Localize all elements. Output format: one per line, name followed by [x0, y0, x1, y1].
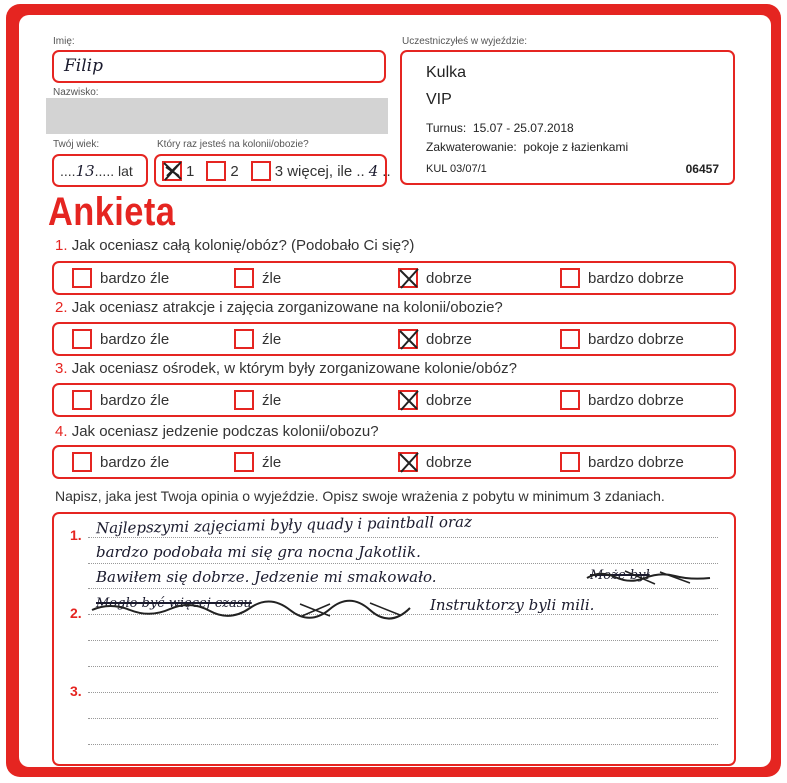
- trip-type: VIP: [426, 91, 452, 108]
- question-number: 2.: [55, 299, 68, 316]
- option-3[interactable]: [398, 390, 472, 410]
- option-label: dobrze: [426, 330, 472, 348]
- essay-number-3: 3.: [70, 683, 82, 699]
- trip-code: KUL 03/07/1: [426, 163, 487, 175]
- option-2[interactable]: [234, 452, 281, 472]
- essay-text-line-1: Najlepszymi zajęciami były quady i paintball oraz: [95, 512, 473, 538]
- term-value: 15.07 - 25.07.2018: [472, 121, 574, 135]
- option-4[interactable]: [560, 390, 684, 410]
- question-4: [55, 423, 379, 440]
- option-label: źle: [262, 269, 282, 287]
- essay-prompt: Napisz, jaka jest Twoja opinia o wyjeździe. Opisz swoje wrażenia z pobytu w minimum 3 zdaniach.: [55, 488, 665, 504]
- essay-text-line-2: bardzo podobała mi się gra nocna Jakotlik.: [96, 543, 421, 561]
- age-suffix: ..... lat: [94, 163, 133, 179]
- question-3: [55, 360, 517, 377]
- question-number: 1.: [55, 237, 68, 254]
- scribble-mark: [90, 598, 420, 620]
- name-field[interactable]: [52, 50, 386, 83]
- age-prefix: ....: [60, 163, 76, 179]
- option-checkbox[interactable]: [398, 268, 418, 288]
- option-checkbox[interactable]: [560, 452, 580, 472]
- option-checkbox[interactable]: [560, 329, 580, 349]
- name-value: Filip: [64, 56, 103, 76]
- option-label: bardzo dobrze: [588, 330, 684, 348]
- survey-title: Ankieta: [48, 190, 176, 234]
- essay-line: [88, 666, 718, 667]
- accommodation-label: Zakwaterowanie:: [426, 140, 517, 154]
- option-checkbox[interactable]: [234, 390, 254, 410]
- age-label: Twój wiek:: [53, 139, 100, 150]
- option-3[interactable]: [398, 329, 472, 349]
- essay-text-line-4: Instruktorzy byli mili.: [430, 596, 595, 614]
- option-1[interactable]: [72, 390, 169, 410]
- essay-number-2: 2.: [70, 605, 82, 621]
- essay-number-1: 1.: [70, 527, 82, 543]
- option-checkbox[interactable]: [234, 452, 254, 472]
- checked-mark-icon: [161, 159, 185, 183]
- participant-label: Uczestniczyłeś w wyjeździe:: [402, 36, 528, 47]
- times-more-value: 4: [368, 162, 379, 180]
- option-1[interactable]: [72, 268, 169, 288]
- option-checkbox[interactable]: [560, 268, 580, 288]
- option-label: dobrze: [426, 453, 472, 471]
- option-checkbox[interactable]: [72, 390, 92, 410]
- question-2: [55, 299, 503, 316]
- option-2[interactable]: [234, 329, 281, 349]
- option-label: bardzo źle: [100, 269, 170, 287]
- option-checkbox[interactable]: [234, 268, 254, 288]
- question-text: Jak oceniasz ośrodek, w którym były zorganizowane kolonie/obóz?: [71, 360, 517, 377]
- option-label: źle: [262, 391, 282, 409]
- option-checkbox[interactable]: [72, 452, 92, 472]
- trip-name: Kulka: [426, 64, 467, 81]
- times-label: Który raz jesteś na kolonii/obozie?: [157, 139, 309, 150]
- essay-line: [88, 537, 718, 538]
- name-label: Imię:: [53, 36, 75, 47]
- essay-line: [88, 640, 718, 641]
- answer-row-3: [52, 383, 736, 417]
- essay-line: [88, 718, 718, 719]
- option-checkbox[interactable]: [234, 329, 254, 349]
- option-label: bardzo źle: [100, 391, 170, 409]
- question-text: Jak oceniasz atrakcje i zajęcia zorganizowane na kolonii/obozie?: [71, 299, 503, 316]
- checked-mark-icon: [397, 327, 421, 351]
- option-4[interactable]: [560, 452, 684, 472]
- checked-mark-icon: [397, 450, 421, 474]
- answer-row-4: [52, 445, 736, 479]
- option-1[interactable]: [72, 452, 169, 472]
- option-checkbox[interactable]: [398, 452, 418, 472]
- question-text: Jak oceniasz jedzenie podczas kolonii/obozu?: [71, 423, 379, 440]
- option-label: bardzo źle: [100, 453, 170, 471]
- question-text: Jak oceniasz całą kolonię/obóz? (Podobało Ci się?): [71, 237, 415, 254]
- option-3[interactable]: [398, 268, 472, 288]
- option-4[interactable]: [560, 329, 684, 349]
- term-label: Turnus:: [426, 121, 467, 135]
- option-checkbox[interactable]: [72, 329, 92, 349]
- essay-line: [88, 563, 718, 564]
- answer-row-1: [52, 261, 736, 295]
- essay-crossed-text-2: Mogło być więcej czasu: [96, 596, 252, 611]
- age-value: 13: [75, 162, 95, 180]
- essay-line: [88, 692, 718, 693]
- option-label: dobrze: [426, 269, 472, 287]
- option-label: źle: [262, 453, 282, 471]
- scribble-mark: [585, 566, 715, 588]
- times-more-suffix: ..: [382, 162, 391, 180]
- times-option-2-checkbox[interactable]: [206, 161, 226, 181]
- essay-crossed-text-1: Może był: [590, 568, 650, 583]
- essay-line: [88, 588, 718, 589]
- option-label: bardzo dobrze: [588, 269, 684, 287]
- times-option-3-checkbox[interactable]: [251, 161, 271, 181]
- question-number: 3.: [55, 360, 68, 377]
- times-option-3-label: 3 więcej, ile ..: [274, 162, 365, 180]
- option-checkbox[interactable]: [398, 329, 418, 349]
- times-option-1-label: 1: [186, 162, 195, 180]
- essay-line: [88, 744, 718, 745]
- age-field[interactable]: [52, 154, 148, 187]
- option-label: bardzo dobrze: [588, 453, 684, 471]
- accommodation-value: pokoje z łazienkami: [523, 140, 629, 154]
- option-checkbox[interactable]: [72, 268, 92, 288]
- option-checkbox[interactable]: [398, 390, 418, 410]
- surname-label: Nazwisko:: [53, 87, 99, 98]
- option-1[interactable]: [72, 329, 169, 349]
- form-number: 06457: [685, 162, 719, 176]
- option-2[interactable]: [234, 268, 281, 288]
- times-option-1-checkbox[interactable]: [162, 161, 182, 181]
- times-field: [154, 154, 391, 187]
- checked-mark-icon: [397, 388, 421, 412]
- checked-mark-icon: [397, 266, 421, 290]
- option-label: dobrze: [426, 391, 472, 409]
- surname-redacted: [46, 98, 388, 134]
- option-2[interactable]: [234, 390, 281, 410]
- trip-box: [400, 50, 735, 185]
- option-4[interactable]: [560, 268, 684, 288]
- option-label: bardzo źle: [100, 330, 170, 348]
- essay-text-line-3: Bawiłem się dobrze. Jedzenie mi smakowało.: [96, 568, 437, 586]
- option-label: bardzo dobrze: [588, 391, 684, 409]
- answer-row-2: [52, 322, 736, 356]
- option-label: źle: [262, 330, 282, 348]
- question-number: 4.: [55, 423, 68, 440]
- option-checkbox[interactable]: [560, 390, 580, 410]
- times-option-2-label: 2: [230, 162, 239, 180]
- question-1: [55, 237, 414, 254]
- option-3[interactable]: [398, 452, 472, 472]
